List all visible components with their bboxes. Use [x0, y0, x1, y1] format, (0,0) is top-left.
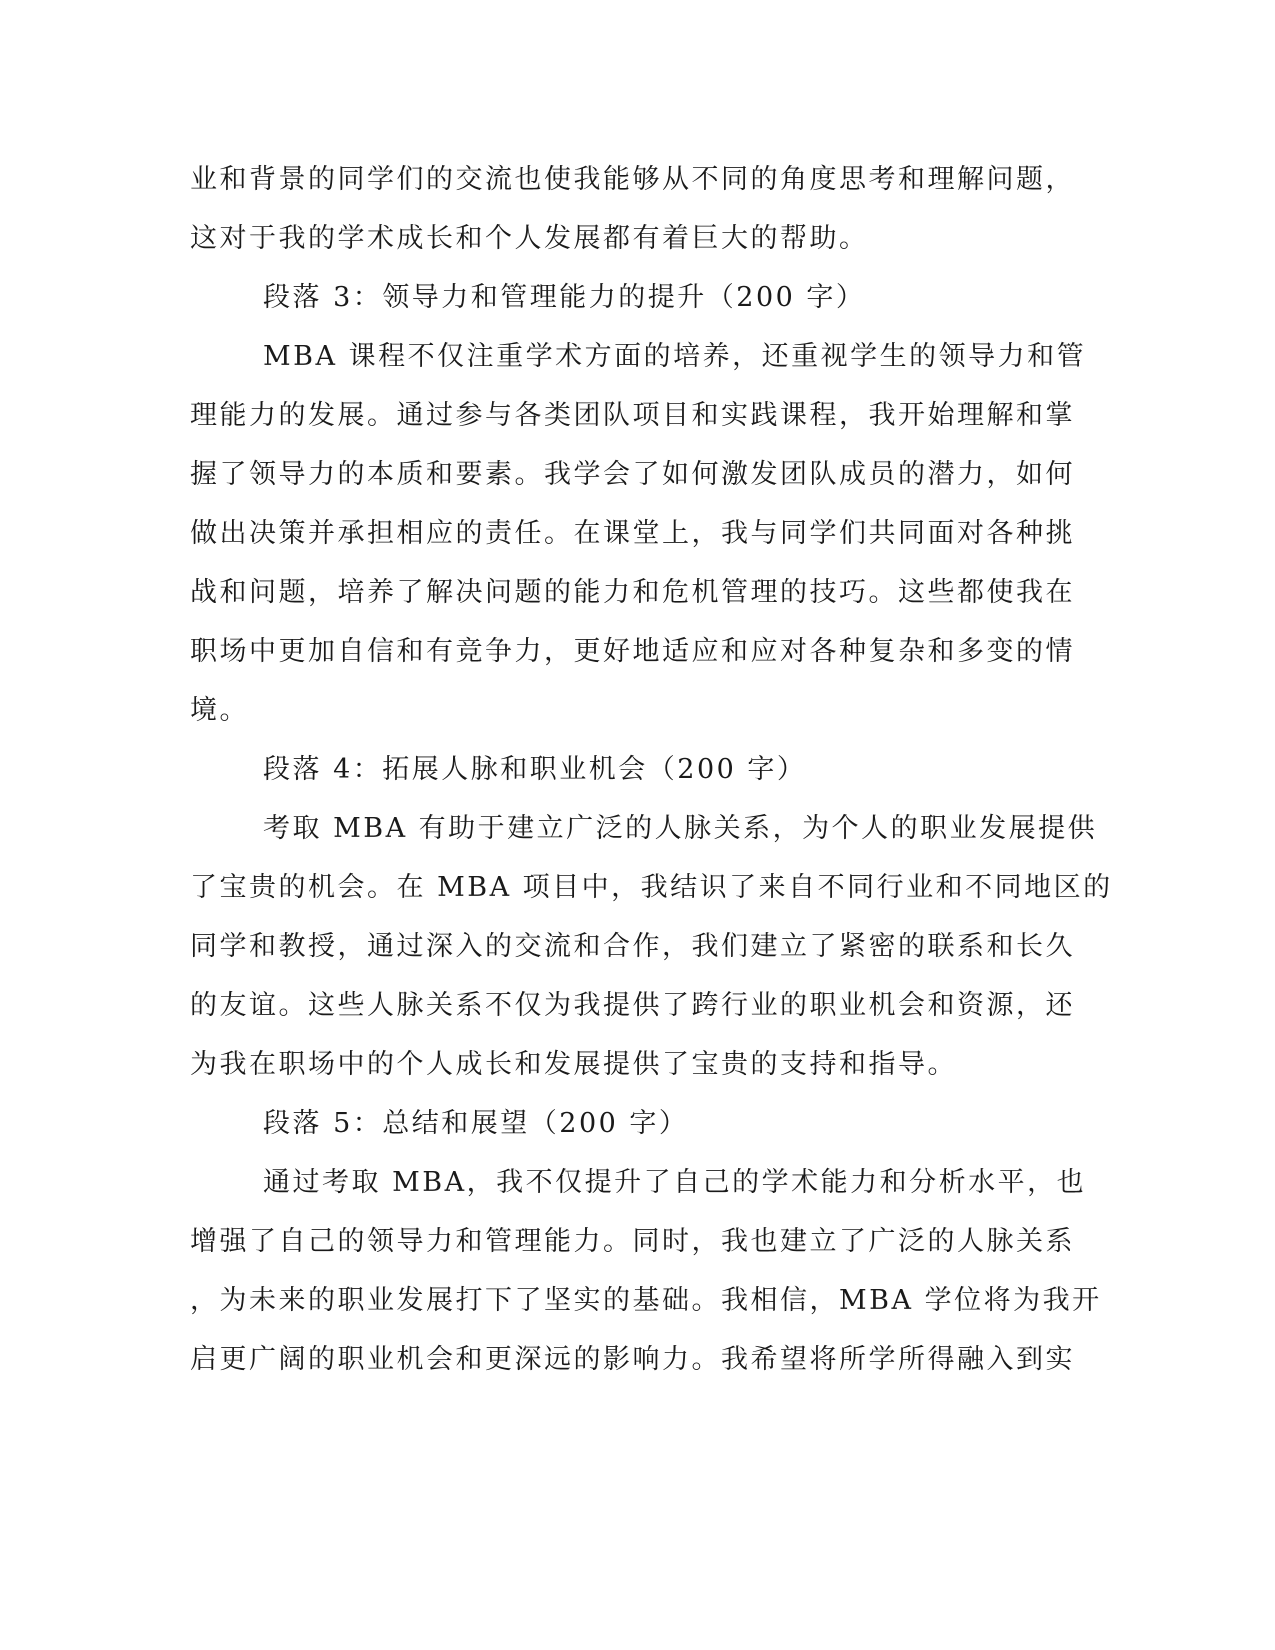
body-text-line: 为我在职场中的个人成长和发展提供了宝贵的支持和指导。 — [190, 1049, 957, 1080]
body-text-line: 了宝贵的机会。在 MBA 项目中，我结识了来自不同行业和不同地区的 — [190, 872, 1113, 903]
body-text-line: 握了领导力的本质和要素。我学会了如何激发团队成员的潜力，如何 — [190, 459, 1075, 490]
body-text-line: MBA 课程不仅注重学术方面的培养，还重视学生的领导力和管 — [263, 341, 1087, 372]
body-text-line: 境。 — [190, 695, 249, 726]
body-text-line: 业和背景的同学们的交流也使我能够从不同的角度思考和理解问题， — [190, 164, 1075, 195]
body-text-line: 的友谊。这些人脉关系不仅为我提供了跨行业的职业机会和资源，还 — [190, 990, 1075, 1021]
body-text-line: 通过考取 MBA，我不仅提升了自己的学术能力和分析水平，也 — [263, 1167, 1087, 1198]
section-heading-3: 段落 3：领导力和管理能力的提升（200 字） — [263, 282, 866, 313]
body-text-line: 考取 MBA 有助于建立广泛的人脉关系，为个人的职业发展提供 — [263, 813, 1098, 844]
body-text-line: 战和问题，培养了解决问题的能力和危机管理的技巧。这些都使我在 — [190, 577, 1075, 608]
body-text-line: ，为未来的职业发展打下了坚实的基础。我相信，MBA 学位将为我开 — [190, 1285, 1102, 1316]
body-text-line: 理能力的发展。通过参与各类团队项目和实践课程，我开始理解和掌 — [190, 400, 1075, 431]
body-text-line: 这对于我的学术成长和个人发展都有着巨大的帮助。 — [190, 223, 869, 254]
body-text-line: 做出决策并承担相应的责任。在课堂上，我与同学们共同面对各种挑 — [190, 518, 1075, 549]
section-heading-5: 段落 5：总结和展望（200 字） — [263, 1108, 689, 1139]
body-text-line: 增强了自己的领导力和管理能力。同时，我也建立了广泛的人脉关系 — [190, 1226, 1075, 1257]
section-heading-4: 段落 4：拓展人脉和职业机会（200 字） — [263, 754, 807, 785]
body-text-line: 职场中更加自信和有竞争力，更好地适应和应对各种复杂和多变的情 — [190, 636, 1075, 667]
body-text-line: 启更广阔的职业机会和更深远的影响力。我希望将所学所得融入到实 — [190, 1344, 1075, 1375]
body-text-line: 同学和教授，通过深入的交流和合作，我们建立了紧密的联系和长久 — [190, 931, 1075, 962]
